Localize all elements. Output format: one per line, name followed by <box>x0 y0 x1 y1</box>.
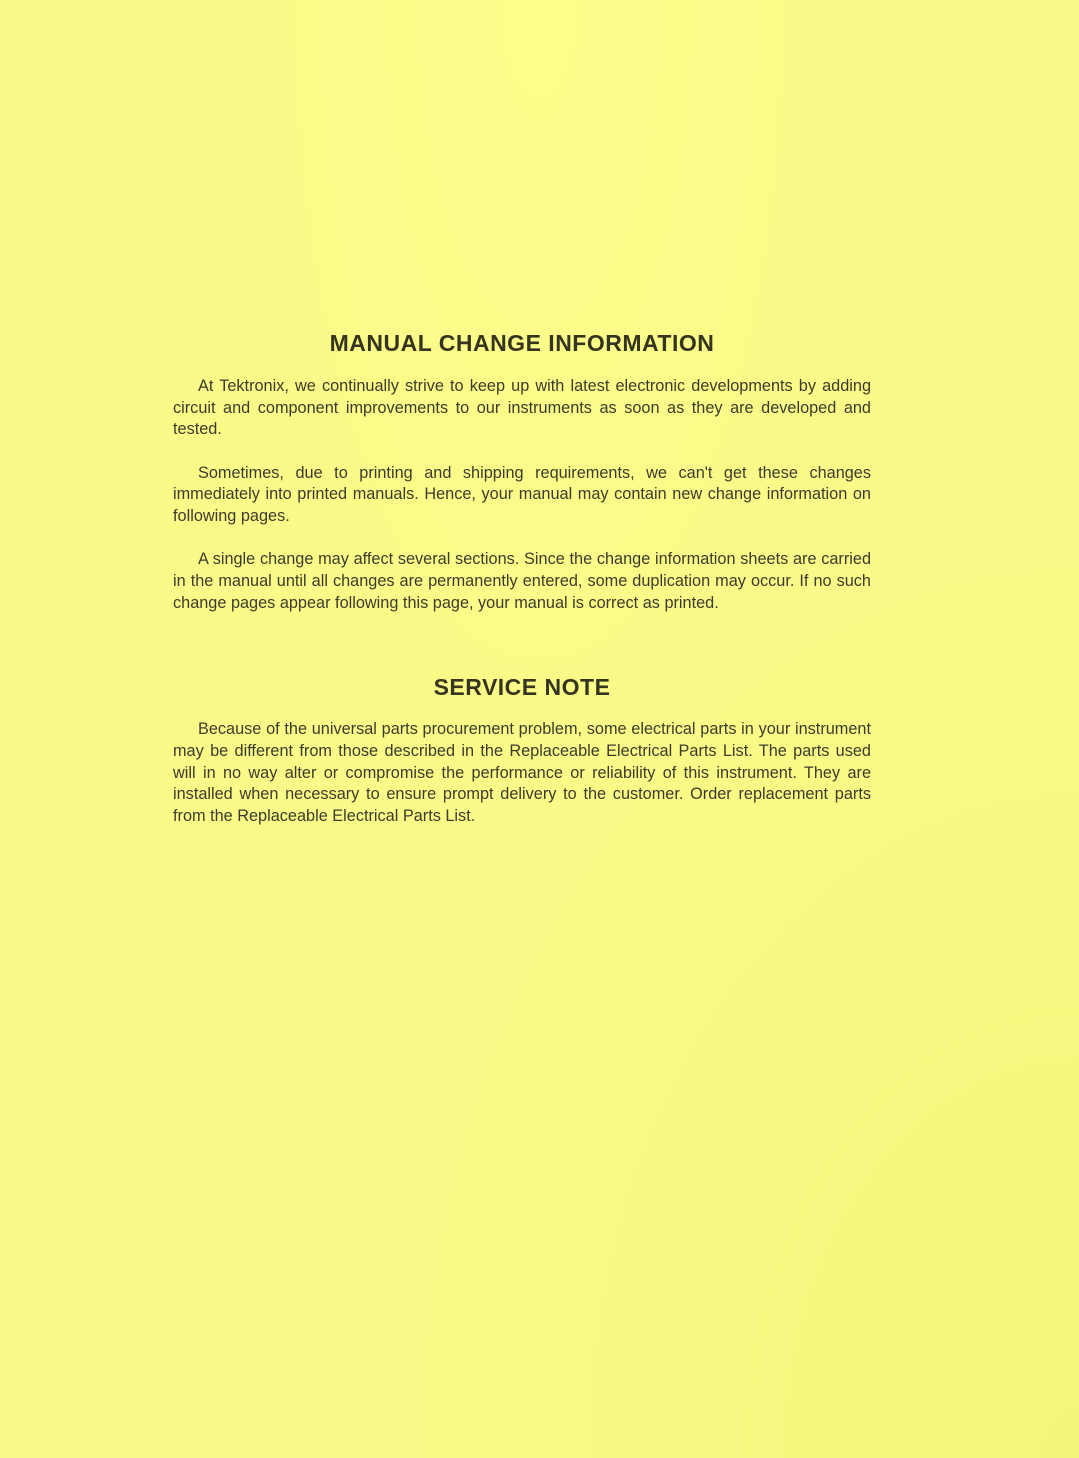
manual-change-paragraph-1: At Tektronix, we continually strive to keep up with latest electronic developments by adding circuit and component improvements to our instruments as soon as they are developed and tested. <box>173 377 871 439</box>
page-content <box>173 330 871 828</box>
service-note-paragraph-1: Because of the universal parts procurement problem, some electrical parts in your instrument may be different from those described in the Replaceable Electrical Parts List. The parts used will in no way alter or compromise the performance or reliability of this instrument. They are installed when necessary to ensure prompt delivery to the customer. Order replacement parts from the Replaceable Electrical Parts List. <box>173 720 871 826</box>
manual-change-paragraph-3: A single change may affect several sections. Since the change information sheets are carried in the manual until all changes are permanently entered, some duplication may occur. If no such change pages appear following this page, your manual is correct as printed. <box>173 550 871 612</box>
manual-change-section <box>173 376 871 614</box>
manual-change-paragraph-2: Sometimes, due to printing and shipping requirements, we can't get these changes immediately into printed manuals. Hence, your manual may contain new change information on following pages. <box>173 463 871 526</box>
manual-change-heading: MANUAL CHANGE INFORMATION <box>329 330 715 356</box>
service-note-heading: SERVICE NOTE <box>433 674 611 701</box>
service-note-section <box>173 719 871 828</box>
